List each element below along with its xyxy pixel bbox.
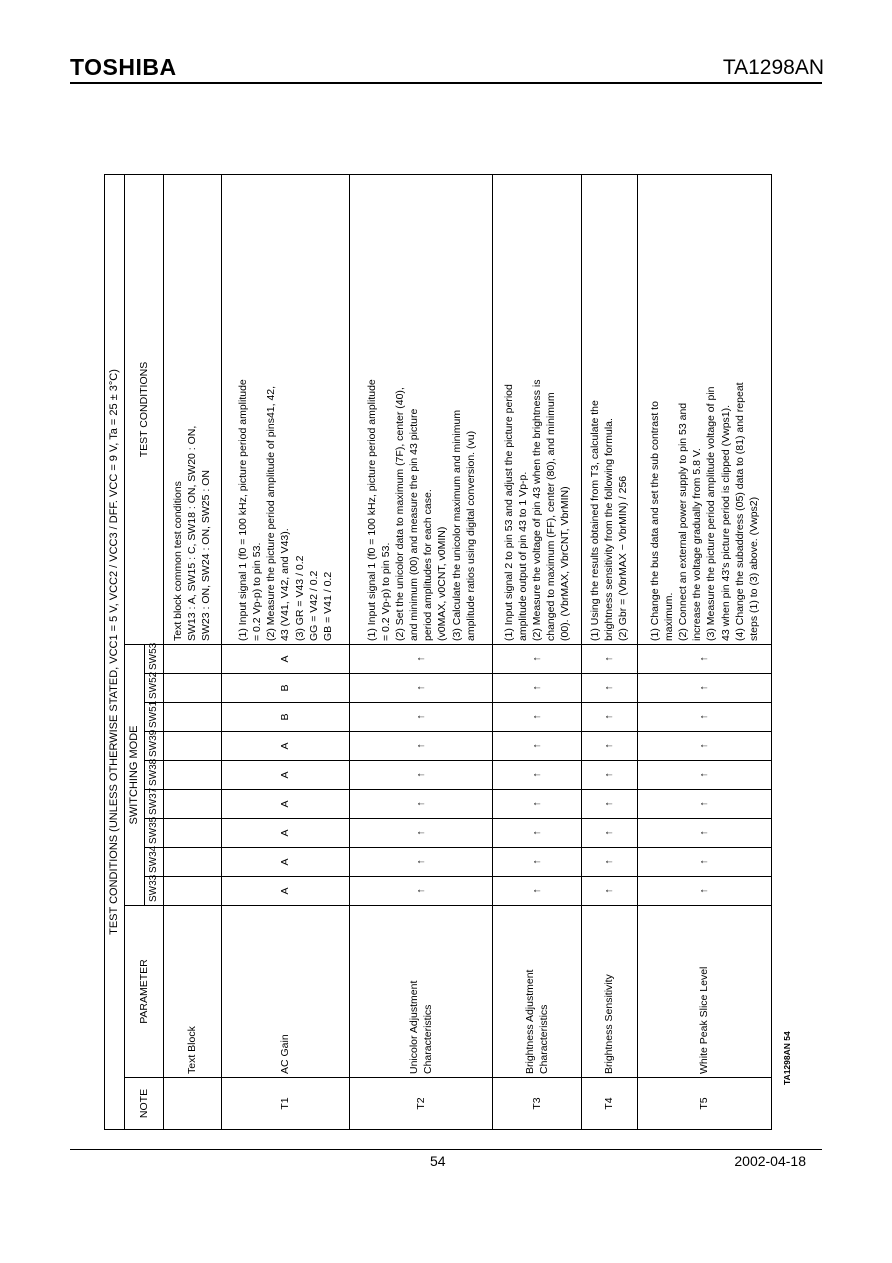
switch-header: SW34 [144, 848, 163, 877]
conditions-cell [221, 175, 349, 645]
condition-line: maximum. [662, 592, 675, 641]
switch-cell [163, 761, 221, 790]
table-row [493, 175, 581, 1130]
switch-cell: ↑ [493, 703, 581, 732]
switch-cell: A [221, 761, 349, 790]
switch-cell: A [221, 877, 349, 906]
switch-cell: A [221, 819, 349, 848]
switch-cell: ↑ [637, 848, 771, 877]
switch-cell: ↑ [493, 877, 581, 906]
footer-divider [70, 1149, 822, 1150]
switching-mode-header: SWITCHING MODE [124, 645, 144, 906]
conditions-cell [493, 175, 581, 645]
note-cell [163, 1078, 221, 1130]
parameter-cell: Unicolor Adjustment Characteristics [350, 906, 493, 1078]
condition-line: changed to maximum (FF), center (80), and minimum [545, 392, 558, 641]
switch-cell: ↑ [581, 674, 637, 703]
condition-line: (2) Measure the voltage of pin 43 when the brightness is [530, 379, 543, 641]
condition-line: amplitude output of pin 43 to 1 Vp-p. [516, 471, 529, 641]
switch-header: SW37 [144, 790, 163, 819]
condition-line: (3) Measure the picture period amplitude voltage of pin [705, 386, 718, 641]
switch-cell: ↑ [350, 819, 493, 848]
condition-line: GG = V42 / 0.2 [307, 570, 320, 641]
parameter-cell: Brightness Adjustment Characteristics [493, 906, 581, 1078]
condition-line: (1) Input signal 2 to pin 53 and adjust the picture period [502, 384, 515, 641]
toshiba-logo: TOSHIBA [70, 54, 177, 80]
switch-cell: A [221, 645, 349, 674]
note-cell: T2 [350, 1078, 493, 1130]
condition-line: period amplitudes for each case. [422, 489, 435, 641]
switch-cell: ↑ [350, 761, 493, 790]
switch-cell: ↑ [581, 732, 637, 761]
switch-cell: ↑ [493, 790, 581, 819]
conditions-cell [350, 175, 493, 645]
parameter-header: PARAMETER [124, 906, 163, 1078]
note-cell: T3 [493, 1078, 581, 1130]
condition-line: steps (1) to (3) above. (Vwps2) [747, 496, 760, 641]
parameter-cell: AC Gain [221, 906, 349, 1078]
test-conditions-table-frame [104, 174, 772, 1130]
switch-cell: ↑ [581, 790, 637, 819]
switch-cell: ↑ [493, 674, 581, 703]
note-cell: T4 [581, 1078, 637, 1130]
switch-cell: ↑ [637, 674, 771, 703]
condition-line: (2) Measure the picture period amplitude of pins41, 42, [265, 385, 278, 641]
switch-cell: ↑ [637, 645, 771, 674]
switch-cell [163, 674, 221, 703]
condition-line: (00). (VbrMAX, VbrCNT, VbrMIN) [559, 486, 572, 641]
switch-cell: ↑ [637, 790, 771, 819]
switch-header: SW53 [144, 645, 163, 674]
switch-header: SW35 [144, 819, 163, 848]
switch-header: SW52 [144, 674, 163, 703]
condition-line: GB = V41 / 0.2 [321, 571, 334, 641]
note-cell: T5 [637, 1078, 771, 1130]
switch-cell: ↑ [581, 645, 637, 674]
page-number: 54 [430, 1153, 446, 1169]
rotated-table-container [104, 174, 772, 1130]
switch-header: SW33 [144, 877, 163, 906]
condition-line: (1) Using the results obtained from T3, calculate the [588, 400, 601, 641]
condition-line: (1) Input signal 1 (f0 = 100 kHz, picture period amplitude [236, 379, 249, 641]
condition-line: (2) Connect an external power supply to pin 53 and [676, 402, 689, 641]
switch-cell: ↑ [350, 877, 493, 906]
document-date: 2002-04-18 [734, 1153, 806, 1169]
switch-cell: ↑ [350, 703, 493, 732]
condition-line: and minimum (00) and measure the pin 43 picture [408, 408, 421, 641]
switch-cell: ↑ [493, 645, 581, 674]
switch-cell: A [221, 732, 349, 761]
condition-line: (1) Change the bus data and set the sub contrast to [648, 401, 661, 641]
switch-cell: B [221, 674, 349, 703]
condition-line: 43 (V41, V42, and V43). [279, 528, 292, 641]
switch-cell: ↑ [350, 732, 493, 761]
switch-cell: ↑ [493, 848, 581, 877]
condition-line: increase the voltage gradually from 5.8 V. [691, 448, 704, 641]
switch-header: SW39 [144, 732, 163, 761]
switch-cell [163, 645, 221, 674]
table-caption: TEST CONDITIONS (UNLESS OTHERWISE STATED, VCC1 = 5 V, VCC2 / VCC3 / DFF. VCC = 9 V, Ta = 25 ± 3°C) [105, 175, 125, 1130]
note-cell: T1 [221, 1078, 349, 1130]
test-conditions-table [104, 174, 772, 1130]
condition-line: (v0MAX, v0CNT, v0MIN) [436, 526, 449, 641]
switch-cell: ↑ [581, 848, 637, 877]
condition-line: 43 when pin 43's picture period is clipped (Vwps1). [719, 404, 732, 641]
part-number: TA1298AN [722, 56, 824, 79]
condition-line: SW13 : A, SW15 : C, SW18 : ON, SW20 : ON, [186, 425, 199, 641]
switch-header: SW38 [144, 761, 163, 790]
switch-cell: ↑ [581, 877, 637, 906]
switch-cell: ↑ [493, 761, 581, 790]
switch-cell: ↑ [637, 703, 771, 732]
conditions-cell [163, 175, 221, 645]
note-header: NOTE [124, 1078, 163, 1130]
switch-cell [163, 790, 221, 819]
condition-line: (2) Set the unicolor data to maximum (7F), center (40), [393, 387, 406, 641]
condition-line: (4) Change the subaddress (05) data to (81) and repeat [733, 382, 746, 641]
header-divider [70, 82, 822, 84]
condition-line: (2) Gbr = (VbrMAX − VbrMIN) / 256 [617, 475, 630, 641]
switch-cell: ↑ [350, 790, 493, 819]
switch-cell: A [221, 848, 349, 877]
table-row [163, 175, 221, 1130]
switch-cell [163, 848, 221, 877]
switch-cell: ↑ [350, 848, 493, 877]
switch-cell: ↑ [581, 819, 637, 848]
switch-cell: ↑ [637, 761, 771, 790]
condition-line: = 0.2 Vp-p) to pin 53. [379, 542, 392, 641]
switch-cell: ↑ [581, 761, 637, 790]
switch-cell [163, 732, 221, 761]
condition-line: (3) Calculate the unicolor maximum and minimum [450, 409, 463, 641]
table-row [581, 175, 637, 1130]
parameter-cell: Brightness Sensitivity [581, 906, 637, 1078]
switch-cell [163, 703, 221, 732]
switch-cell [163, 819, 221, 848]
switch-cell: ↑ [350, 645, 493, 674]
table-row [350, 175, 493, 1130]
table-row [637, 175, 771, 1130]
switch-cell: ↑ [637, 819, 771, 848]
test-conditions-header: TEST CONDITIONS [124, 175, 163, 645]
condition-line: (1) Input signal 1 (f0 = 100 kHz, picture period amplitude [365, 379, 378, 641]
switch-cell: B [221, 703, 349, 732]
side-page-label: TA1298AN 54 [782, 1031, 792, 1085]
switch-cell: A [221, 790, 349, 819]
switch-cell: ↑ [637, 877, 771, 906]
switch-cell: ↑ [637, 732, 771, 761]
switch-cell: ↑ [581, 703, 637, 732]
parameter-cell: Text Block [163, 906, 221, 1078]
condition-line: SW23 : ON, SW24 : ON, SW25 : ON [200, 470, 213, 641]
switch-cell: ↑ [493, 819, 581, 848]
switch-cell [163, 877, 221, 906]
conditions-cell [637, 175, 771, 645]
switch-cell: ↑ [493, 732, 581, 761]
conditions-cell [581, 175, 637, 645]
condition-line: amplitude ratios using digital conversion. (vu) [464, 430, 477, 641]
condition-line: = 0.2 Vp-p) to pin 53. [251, 542, 264, 641]
condition-line: Text block common test conditions [171, 481, 184, 641]
condition-line: brightness sensitivity from the following formula. [603, 418, 616, 641]
parameter-cell: White Peak Slice Level [637, 906, 771, 1078]
condition-line: (3) GR = V43 / 0.2 [293, 555, 306, 641]
switch-header: SW51 [144, 703, 163, 732]
switch-cell: ↑ [350, 674, 493, 703]
table-row [221, 175, 349, 1130]
